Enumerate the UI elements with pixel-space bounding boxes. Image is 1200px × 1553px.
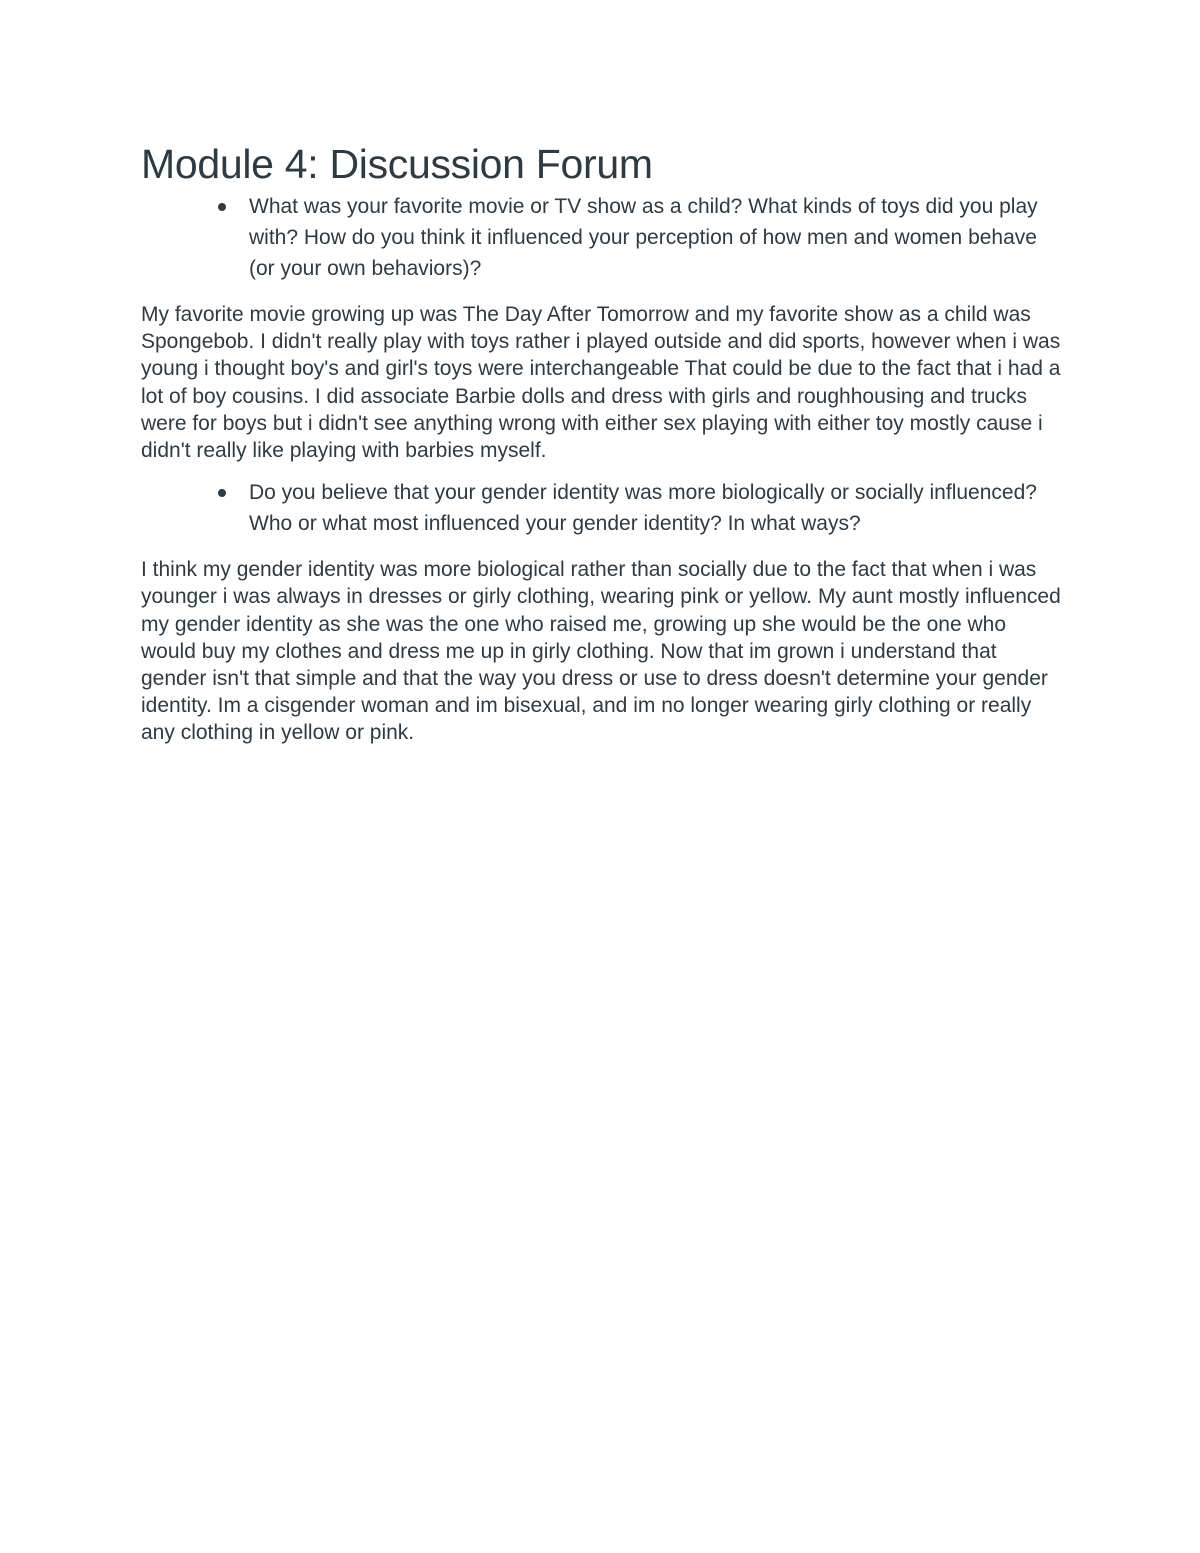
bullet-icon: [218, 203, 226, 211]
question-2-text: Do you believe that your gender identity was more biologically or socially influenced? Who or what most influenced your gender identity? In what ways?: [249, 481, 1037, 536]
bullet-icon: [218, 489, 226, 497]
document-page: [141, 138, 1061, 747]
question-list-2: [141, 477, 1061, 539]
question-2: [249, 477, 1061, 539]
question-1: [249, 191, 1061, 284]
page-title: Module 4: Discussion Forum: [141, 141, 653, 187]
question-1-text: What was your favorite movie or TV show as a child? What kinds of toys did you play with? How do you think it influenced your perception of how men and women behave (or your own behaviors)?: [249, 195, 1038, 280]
answer-2: I think my gender identity was more biological rather than socially due to the fact that when i was younger i was always in dresses or girly clothing, wearing pink or yellow. My aunt mostly influenced my gender identity as she was the one who raised me, growing up she would be the one who would buy my clothes and dress me up in girly clothing. Now that im grown i understand that gender isn't that simple and that the way you dress or use to dress doesn't determine your gender identity. Im a cisgender woman and im bisexual, and im no longer wearing girly clothing or really any clothing in yellow or pink.: [141, 558, 1061, 745]
question-list-1: [141, 191, 1061, 284]
answer-1: My favorite movie growing up was The Day After Tomorrow and my favorite show as a child was Spongebob. I didn't really play with toys rather i played outside and did sports, however when i was young i thought boy's and girl's toys were interchangeable That could be due to the fact that i had a lot of boy cousins. I did associate Barbie dolls and dress with girls and roughhousing and trucks were for boys but i didn't see anything wrong with either sex playing with either toy mostly cause i didn't really like playing with barbies myself.: [141, 303, 1061, 463]
